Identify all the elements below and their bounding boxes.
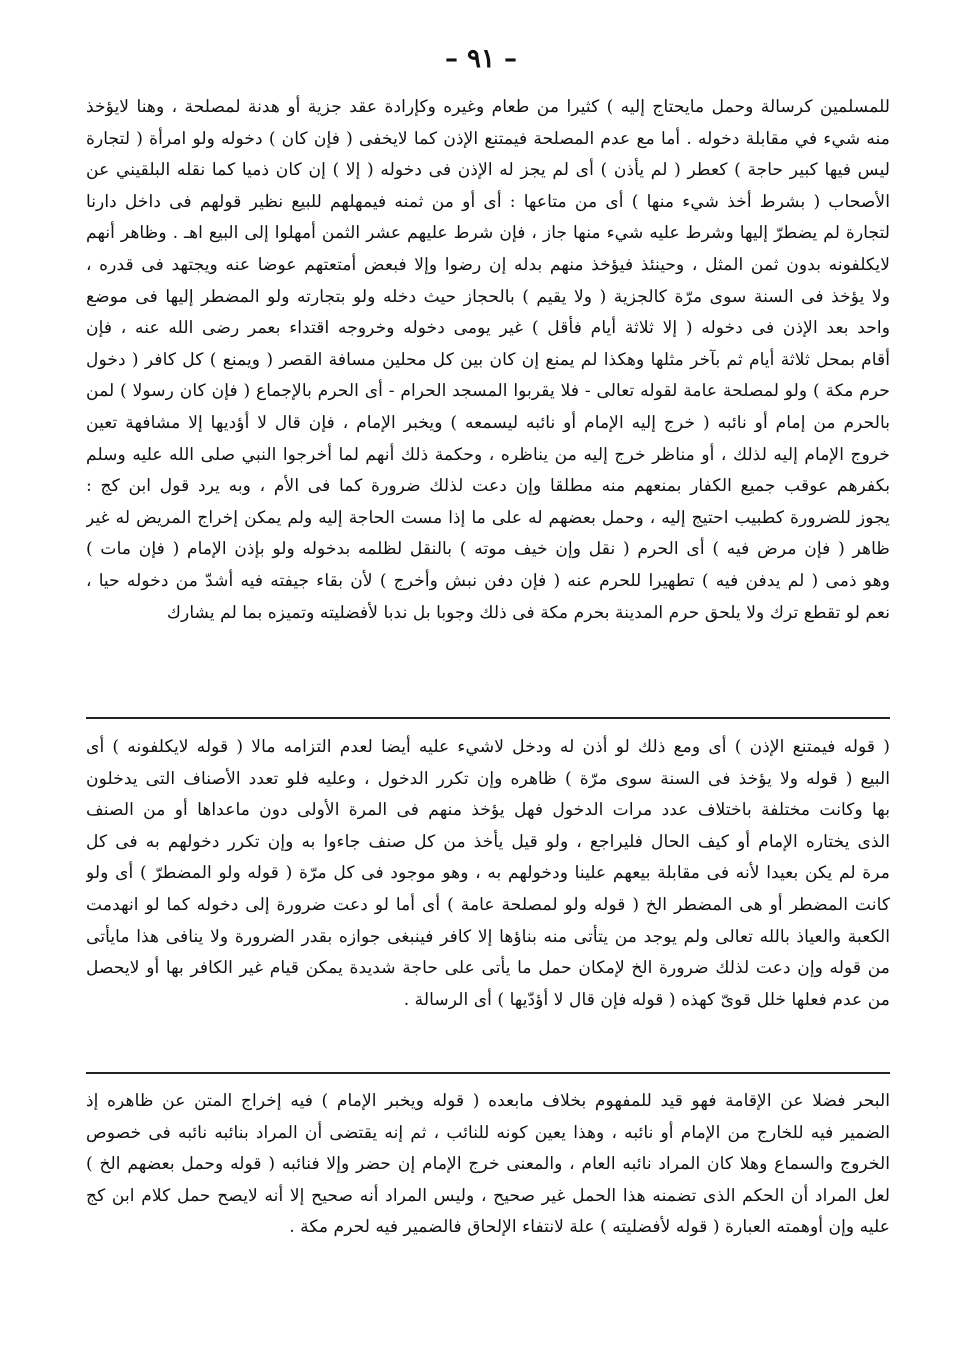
commentary-line: لعل المراد أن الحكم الذى تضمنه هذا الحمل غير صحيح ، وليس المراد أنه صحيح إلا أنه لايصح حمل كلام ابن كج <box>86 1185 890 1206</box>
commentary-line: مرة لم يكن بعيدا لأنه فى مقابلة بيعهم علينا ودخولهم به ، وهو موجود فى كل مرّة ( قوله ولو المضطرّ ) أى ولو <box>86 863 890 884</box>
commentary-line: الضمير فيه للخارج من الإمام أو نائبه ، وهذا يعين كونه للنائب ، ثم إنه يقتضى أن المراد بنائبه نائبه فى خصوص <box>86 1122 890 1143</box>
main-text-line: ليس فيها كبير حاجة ) كعطر ( لم يأذن ) أى لم يجز له الإذن فى دخوله ( إلا ) إن كان ذميا كما نقله البلقيني عن <box>86 160 890 181</box>
main-text-line: حرم مكة ) ولو لمصلحة عامة لقوله تعالى - فلا يقربوا المسجد الحرام - أى الحرم بالإجماع ( فإن كان رسولا ) لمن <box>86 381 890 402</box>
commentary-lower <box>86 1086 890 1244</box>
page-number: – ٩١ – <box>444 44 518 74</box>
main-text-line: لايكلفونه بدون ثمن المثل ، وحينئذ فيؤخذ منهم بدله إن رضوا وإلا فبعض أمتعتهم عوضا عنه ويجتهد فى قدره ، <box>86 254 890 275</box>
main-text-line: للمسلمين كرسالة وحمل مايحتاج إليه ) كثيرا من طعام وغيره وكإرادة عقد جزية أو هدنة لمصلحة ، وهنا لايؤخذ <box>86 97 890 117</box>
commentary-upper <box>86 732 890 1016</box>
main-text-line: نعم لو تقطع ترك ولا يلحق حرم المدينة بحرم مكة فى ذلك وجوبا بل ندبا لأفضليته وتميزه بما لم يشارك <box>166 602 890 623</box>
commentary-line: كانت المضطر أو هى المضطر الخ ( قوله ولو لمصلحة عامة ) أى أما لو دعت ضرورة إلى دخوله كما لو انهدمت <box>86 894 890 915</box>
commentary-line: الخروج والسماع وهلا كان المراد نائبه العام ، والمعنى خرج الإمام إن حضر وإلا فنائبه ( قوله وحمل بعضهم الخ ) <box>86 1154 890 1175</box>
main-text-line: أقام بمحل ثلاثة أيام ثم بآخر مثلها وهكذا لم يمنع إن كان بين كل محلين مسافة القصر ( ويمنع ) كل كافر ( دخول <box>86 349 890 370</box>
commentary-line: الكعبة والعياذ بالله تعالى ولم يوجد من يتأتى منه بناؤها إلا كافر فينبغى جوازه بقدر الضرورة ولا ينافى هذا مايأتى <box>86 926 890 947</box>
footnote-divider <box>86 1072 890 1074</box>
commentary-line: بها وكانت مختلفة باختلاف عدد مرات الدخول فهل يؤخذ منهم فى المرة الأولى دون ماعداها أو من الصنف <box>86 800 890 821</box>
footnote-divider <box>86 717 890 719</box>
commentary-line: من عدم فعلها خلل قوىّ كهذه ( قوله فإن قال لا أؤدّيها ) أى الرسالة . <box>403 989 890 1010</box>
commentary-line: من قوله وإن دعت لذلك ضرورة الخ لإمكان حمل ما يأتى على حاجة شديدة يمكن قيام غير الكافر بها أو لايحصل <box>86 958 890 979</box>
main-text-line: يجوز للضرورة كطبيب احتيج إليه ، وحمل بعضهم له على ما إذا مست الحاجة إليه ولم يمكن إخراج المريض له غير <box>86 507 890 528</box>
main-text <box>86 92 890 629</box>
commentary-line: البيع ( قوله ولا يؤخذ فى السنة سوى مرّة ) ظاهره وإن تكرر الدخول ، وعليه فلو تعدد الأصناف التى يدخلون <box>86 768 890 789</box>
main-text-line: ولا يؤخذ فى السنة سوى مرّة كالجزية ( ولا يقيم ) بالحجاز حيث دخله ولو بتجارته ولو المضطر إليها فى موضع <box>86 286 890 307</box>
commentary-line: ( قوله فيمتنع الإذن ) أى ومع ذلك لو أذن له ودخل لاشيء عليه أيضا لعدم التزامه مالا ( قوله لايكلفونه ) أى <box>86 737 890 757</box>
main-text-line: خروج الإمام إليه لذلك ، أو مناظر خرج إليه من يناظره ، وحكمة ذلك أنهم لما أخرجوا النبي صلى الله عليه وسلم <box>86 444 890 465</box>
commentary-line: الذى يختاره الإمام أو كيف الحال فليراجع ، ولو قيل يأخذ من كل صنف جاءوا به وإن تكرر دخولهم به فى كل <box>86 831 890 852</box>
main-text-line: ظاهر ( فإن مرض فيه ) أى الحرم ( نقل وإن خيف موته ) بالنقل لظلمه بدخوله ولو بإذن الإمام ( فإن مات ) <box>86 539 890 560</box>
main-text-line: منه شيء في مقابلة دخوله . أما مع عدم المصلحة فيمتنع الإذن كما لايخفى ( فإن كان ) دخوله ولو امرأة ( لتجارة <box>86 128 890 149</box>
main-text-line: بالحرم من إمام أو نائبه ( خرج إليه الإمام أو نائبه ليسمعه ) ويخبر الإمام ، فإن قال لا أؤديها إلا مشافهة تعين <box>86 412 890 433</box>
main-text-line: بكفرهم عوقب جميع الكفار بمنعهم منه مطلقا وإن دعت لذلك ضرورة كما فى الأم ، وبه يرد قول ابن كج : <box>86 476 890 497</box>
main-text-line: وهو ذمى ( لم يدفن فيه ) تطهيرا للحرم عنه ( فإن دفن نبش وأخرج ) لأن بقاء جيفته فيه أشدّ من دخوله حيا ، <box>86 570 890 591</box>
commentary-line: عليه وإن أوهمته العبارة ( قوله لأفضليته ) علة لانتفاء الإلحاق فالضمير فيه لحرم مكة . <box>289 1217 890 1238</box>
main-text-line: لتجارة لم يضطرّ إليها وشرط عليه شيء منها جاز ، فإن شرط عليهم عشر الثمن أمهلوا إلى البيع اهـ . وظاهر أنهم <box>86 223 890 244</box>
main-text-line: الأصحاب ( بشرط أخذ شيء منها ) أى من متاعها : أى أو من ثمنه فيمهلهم للبيع نظير قولهم فى داخل دارنا <box>86 191 890 212</box>
commentary-line: البحر فضلا عن الإقامة فهو قيد للمفهوم بخلاف مابعده ( قوله ويخبر الإمام ) فيه إخراج المتن عن ظاهره إذ <box>86 1091 890 1111</box>
main-text-line: واحد بعد الإذن فى دخوله ( إلا ثلاثة أيام فأقل ) غير يومى دخوله وخروجه اقتداء بعمر رضى الله عنه ، فإن <box>86 318 890 339</box>
